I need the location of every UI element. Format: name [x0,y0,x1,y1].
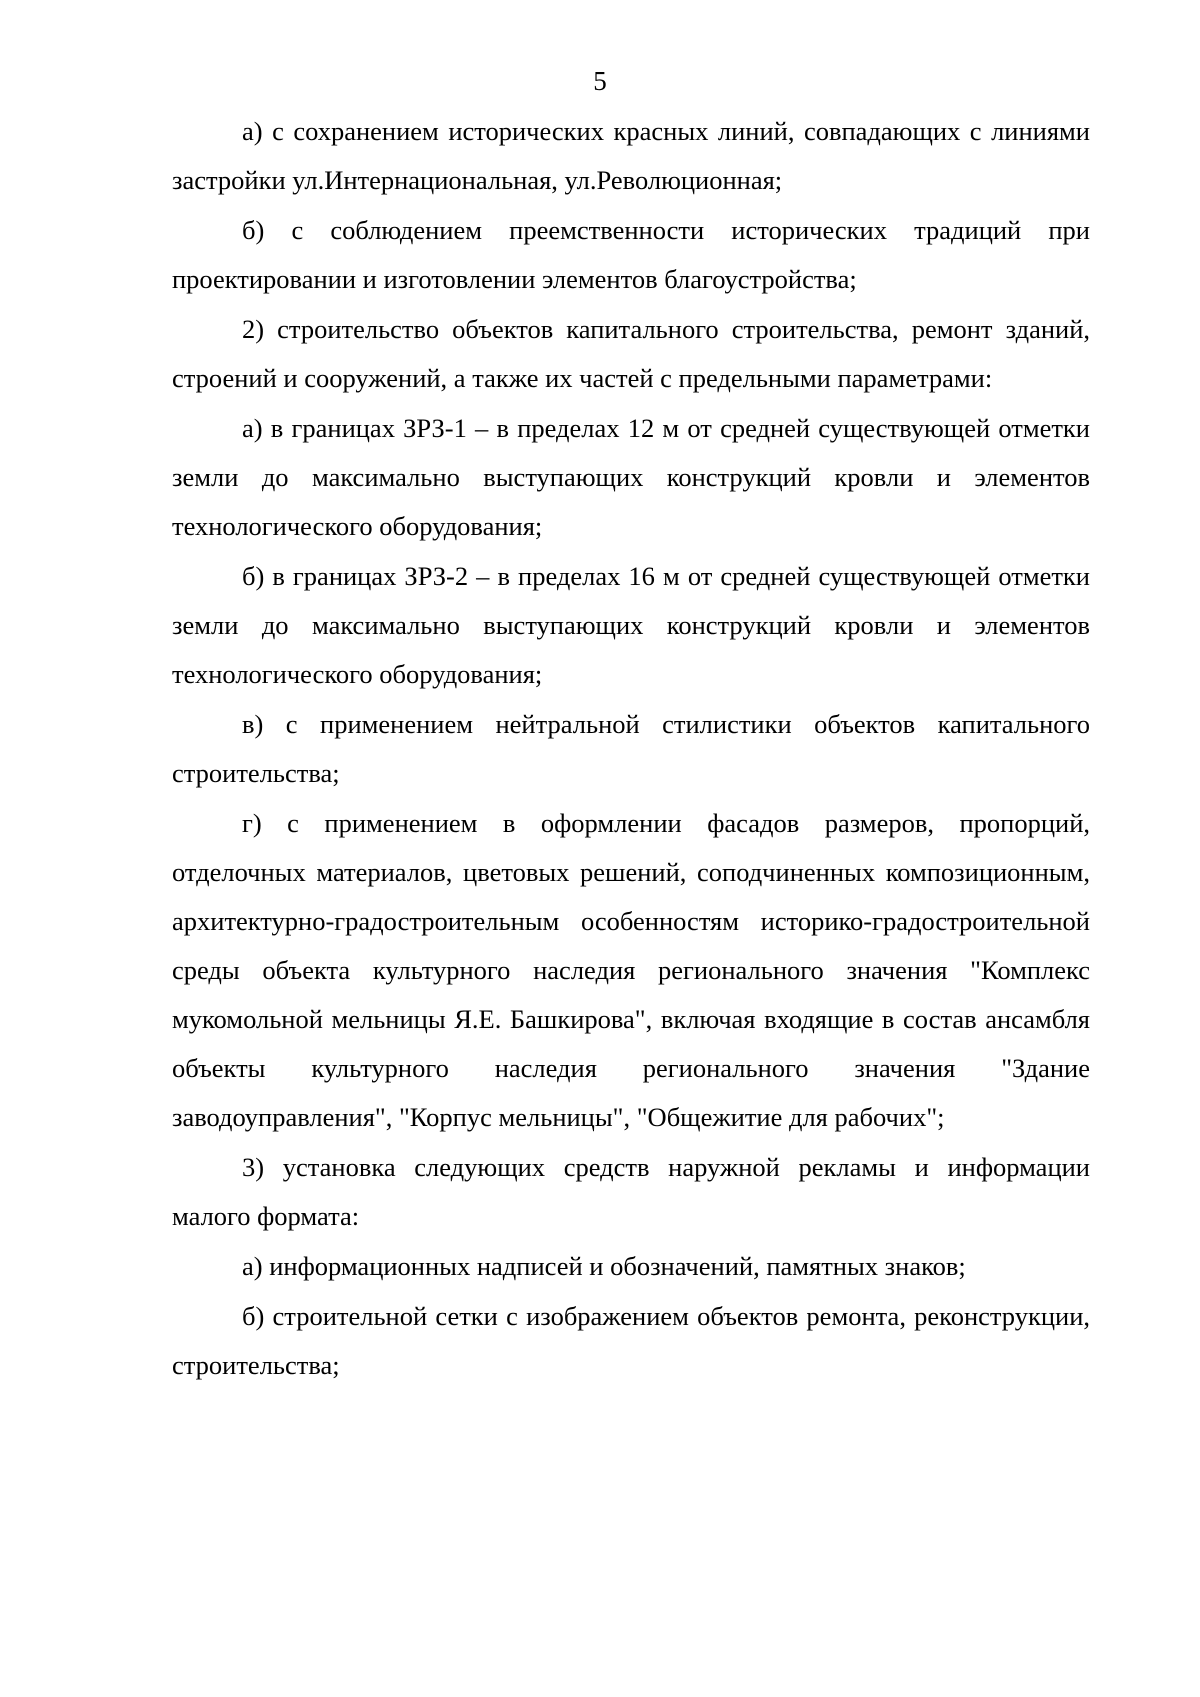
paragraph-2g-facades: г) с применением в оформлении фасадов размеров, пропорций, отделочных материалов, цветовых решений, соподчиненных композиционным, архитектурно-градостроительным особенностям историко-градостроительной среды объекта культурного наследия регионального значения "Комплекс мукомольной мельницы Я.Е. Башкирова", включая входящие в состав ансамбля объекты культурного наследия регионального значения "Здание заводоуправления", "Корпус мельницы", "Общежитие для рабочих"; [172,808,1090,1132]
paragraph-3-advertising: 3) установка следующих средств наружной рекламы и информации малого формата: [172,1152,1090,1231]
paragraph-1b-traditions: б) с соблюдением преемственности исторических традиций при проектировании и изготовлении элементов благоустройства; [172,215,1090,294]
paragraph-1a-red-lines: а) с сохранением исторических красных линий, совпадающих с линиями застройки ул.Интернациональная, ул.Революционная; [172,116,1090,195]
paragraph-3b-construction-net: б) строительной сетки с изображением объектов ремонта, реконструкции, строительства; [172,1301,1090,1380]
page-number: 5 [593,66,607,96]
paragraph-2v-neutral-style: в) с применением нейтральной стилистики объектов капитального строительства; [172,709,1090,788]
paragraph-2b-zrz2: б) в границах ЗРЗ-2 – в пределах 16 м от средней существующей отметки земли до максимально выступающих конструкций кровли и элементов технологического оборудования; [172,561,1090,689]
paragraph-3a-inscriptions: а) информационных надписей и обозначений, памятных знаков; [242,1251,966,1281]
paragraph-2-construction: 2) строительство объектов капитального строительства, ремонт зданий, строений и сооружений, а также их частей с предельными параметрами: [172,314,1090,393]
document-body [172,107,1090,1391]
paragraph-2a-zrz1: а) в границах ЗРЗ-1 – в пределах 12 м от средней существующей отметки земли до максимально выступающих конструкций кровли и элементов технологического оборудования; [172,413,1090,541]
